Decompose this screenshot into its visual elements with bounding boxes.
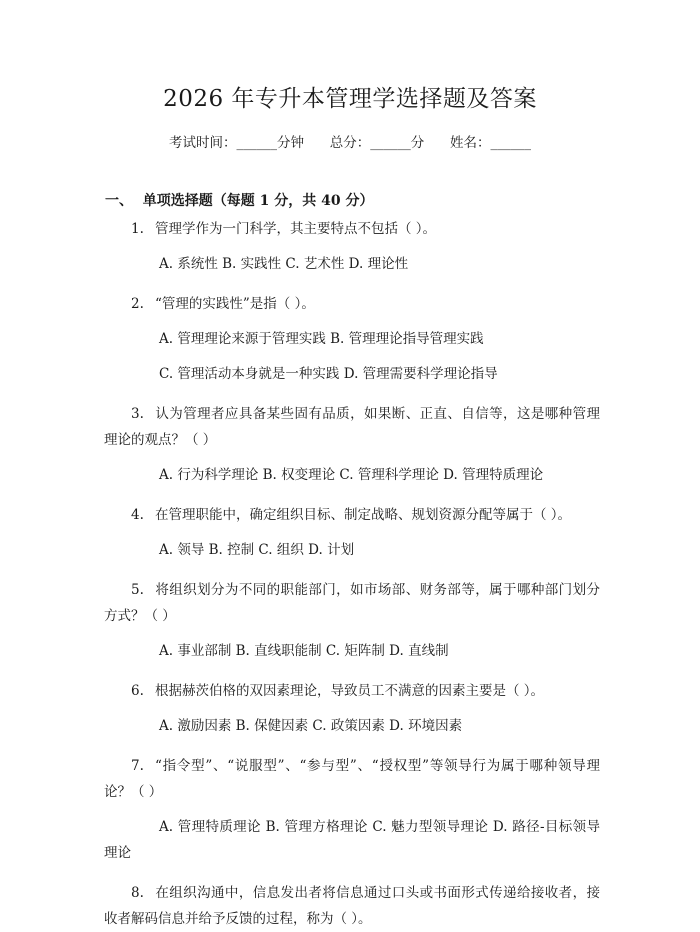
question-text: 根据赫茨伯格的双因素理论，导致员工不满意的因素主要是（ ）。 (155, 683, 545, 699)
question-number: 7. (131, 758, 144, 774)
document-title: 2026 年专升本管理学选择题及答案 (163, 86, 537, 112)
question-text: “指令型”、“说服型”、“参与型”、“授权型”等领导行为属于哪种领导理论？（ ） (104, 758, 600, 800)
question-text: 认为管理者应具备某些固有品质，如果断、正直、自信等，这是哪种管理理论的观点？（ ） (104, 406, 600, 448)
question-number: 4. (131, 507, 144, 523)
question-text: 在组织沟通中，信息发出者将信息通过口头或书面形式传递给接收者，接收者解码信息并给予反馈的过程，称为（ ）。 (104, 885, 600, 927)
question-7-options: A. 管理特质理论 B. 管理方格理论 C. 魅力型领导理论 D. 路径-目标领导理论 (104, 819, 600, 861)
question-text: 将组织划分为不同的职能部门，如市场部、财务部等，属于哪种部门划分方式？（ ） (104, 582, 600, 624)
question-5-options: A. 事业部制 B. 直线职能制 C. 矩阵制 D. 直线制 (159, 643, 449, 659)
question-number: 6. (131, 683, 144, 699)
question-number: 2. (131, 296, 144, 312)
question-4-options: A. 领导 B. 控制 C. 组织 D. 计划 (159, 542, 355, 558)
question-6 (104, 678, 600, 704)
question-list (104, 216, 600, 932)
question-6-options: A. 激励因素 B. 保健因素 C. 政策因素 D. 环境因素 (159, 718, 463, 734)
question-number: 5. (131, 582, 144, 598)
question-text: “管理的实践性”是指（ ）。 (155, 296, 315, 312)
question-2-options-line-1: A. 管理理论来源于管理实践 B. 管理理论指导管理实践 (159, 331, 484, 347)
question-2 (104, 291, 600, 317)
question-text: 在管理职能中，确定组织目标、制定战略、规划资源分配等属于（ ）。 (155, 507, 572, 523)
question-number: 3. (131, 406, 144, 422)
question-text: 管理学作为一门科学，其主要特点不包括（ ）。 (155, 221, 437, 237)
question-7 (104, 753, 600, 805)
question-4 (104, 502, 600, 528)
question-1 (104, 216, 600, 242)
exam-info-line: 考试时间：______分钟 总分：______分 姓名：______ (169, 135, 531, 151)
question-number: 8. (131, 885, 144, 901)
question-3-options: A. 行为科学理论 B. 权变理论 C. 管理科学理论 D. 管理特质理论 (159, 467, 544, 483)
question-8 (104, 880, 600, 932)
section-heading: 一、 单项选择题（每题 1 分，共 40 分） (105, 193, 374, 209)
question-2-options-line-2: C. 管理活动本身就是一种实践 D. 管理需要科学理论指导 (159, 366, 498, 382)
question-3 (104, 401, 600, 453)
question-5 (104, 577, 600, 629)
question-1-options: A. 系统性 B. 实践性 C. 艺术性 D. 理论性 (159, 256, 409, 272)
question-number: 1. (131, 221, 144, 237)
